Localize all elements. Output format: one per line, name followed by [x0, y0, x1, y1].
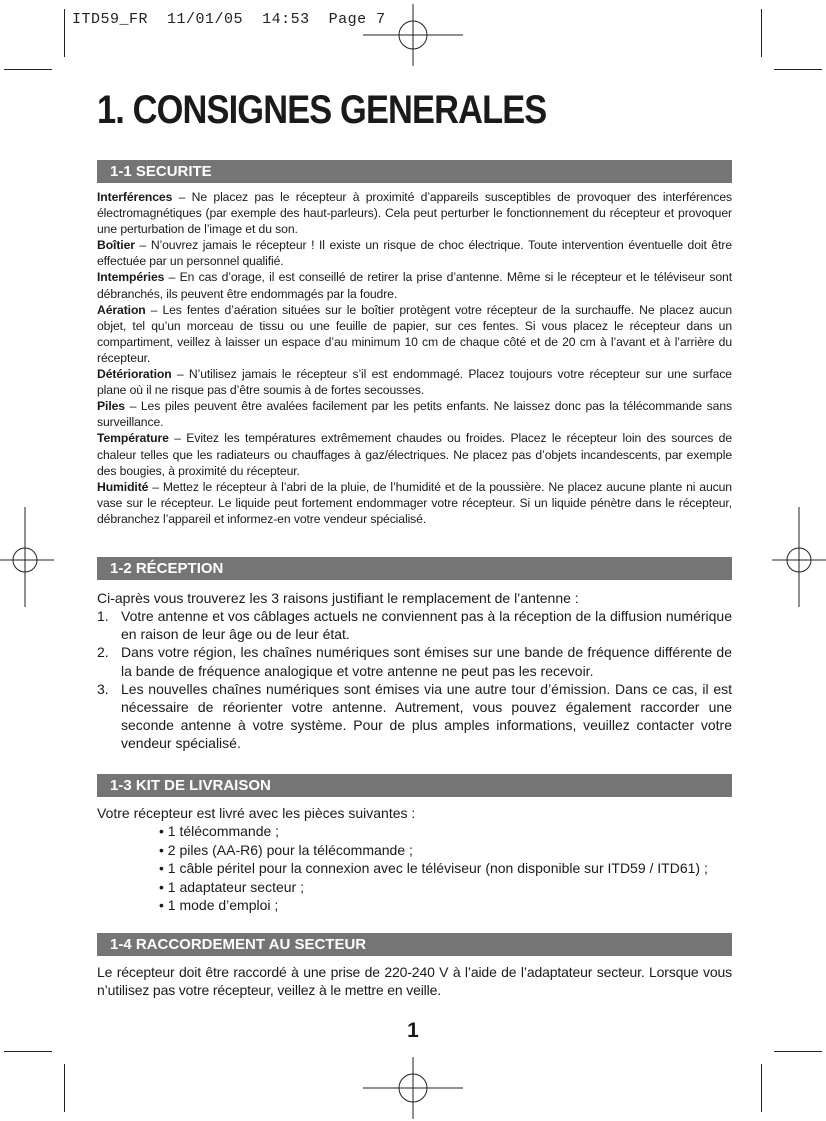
list-item: • 1 télécommande ; [159, 823, 280, 839]
reception-intro: Ci-après vous trouverez les 3 raisons justifiant le remplacement de l’antenne : [97, 590, 579, 606]
slug-doc: ITD59_FR [72, 11, 149, 28]
list-item [97, 643, 732, 679]
list-number: 1. [97, 608, 109, 624]
securite-term: Détérioration [97, 367, 172, 382]
securite-text: – Evitez les températures extrêmement chaudes ou froides. Placez le récepteur loin des sources de chaleur telles que les radiateurs ou chauffages à gaz/électriques. Ne placez pas d’objets incandescents, par exemple des bougies, à proximité du récepteur. [97, 431, 732, 478]
securite-term: Température [97, 431, 169, 446]
crop-mark-bottom-left-v [64, 1064, 65, 1112]
securite-body [97, 189, 732, 527]
securite-term: Aération [97, 302, 146, 317]
securite-text: – N’ouvrez jamais le récepteur ! Il existe un risque de choc électrique. Toute intervention éventuelle doit être effectuée par un personnel qualifié. [97, 238, 732, 269]
securite-item [97, 398, 732, 430]
list-number: 2. [97, 644, 109, 661]
list-item [97, 680, 732, 753]
list-text: Dans votre région, les chaînes numériques sont émises sur une bande de fréquence différente de la bande de fréquence analogique et votre antenne ne peut pas les recevoir. [121, 644, 732, 679]
securite-text: – Les fentes d’aération situées sur le boîtier protègent votre récepteur de la surchauffe. Ne placez aucun objet, tel qu’un morceau de tissu ou une feuille de papier, sur ces fentes. Si vous placez le récepteur dans un compartiment, veillez à laisser un espace d’au minimum 10 cm de chaque côté et de 20 cm à l’avant et à l’arrière du récepteur. [97, 302, 732, 365]
securite-item [97, 269, 732, 301]
kit-list [159, 822, 708, 915]
kit-intro: Votre récepteur est livré avec les pièces suivantes : [97, 805, 416, 821]
list-item: • 2 piles (AA-R6) pour la télécommande ; [159, 841, 413, 858]
securite-text: – Les piles peuvent être avalées facilement par les petits enfants. Ne laissez donc pas la télécommande sans surveillance. [97, 399, 732, 430]
securite-term: Intempéries [97, 270, 165, 285]
securite-text: – N’utilisez jamais le récepteur s’il est endommagé. Placez toujours votre récepteur sur une surface plane où il ne risque pas d’être soumis à de fortes secousses. [97, 367, 732, 398]
crop-mark-bottom-right-h [774, 1051, 822, 1052]
section-heading-raccordement: 1-4 RACCORDEMENT AU SECTEUR [97, 933, 732, 956]
section-heading-securite: 1-1 SECURITE [97, 160, 732, 183]
securite-item [97, 430, 732, 478]
list-item: • 1 mode d’emploi ; [159, 897, 279, 913]
registration-mark-bottom [363, 1056, 463, 1120]
crop-mark-top-left-h [4, 69, 52, 70]
registration-mark-left [0, 507, 56, 607]
slug-time: 14:53 [262, 11, 310, 28]
securite-text: – En cas d’orage, il est conseillé de retirer la prise d’antenne. Même si le récepteur et le téléviseur sont débranchés, ils peuvent être endommagés par la foudre. [97, 270, 732, 301]
reception-list [97, 607, 732, 753]
securite-term: Boîtier [97, 238, 135, 253]
registration-mark-right [770, 507, 826, 607]
crop-mark-bottom-right-v [761, 1064, 762, 1112]
print-slug [72, 11, 386, 28]
securite-text: – Mettez le récepteur à l’abri de la pluie, de l’humidité et de la poussière. Ne placez aucune plante ni aucun vase sur le récepteur. Le liquide peut fortement endommager votre récepteur. Si un liquide pénètre dans le récepteur, débranchez l’appareil et informez-en votre vendeur spécialisé. [97, 479, 732, 526]
crop-mark-top-left-v [64, 9, 65, 57]
securite-item [97, 237, 732, 269]
list-item: • 1 adaptateur secteur ; [159, 878, 304, 895]
slug-page: Page 7 [328, 11, 386, 28]
list-item: • 1 câble péritel pour la connexion avec le téléviseur (non disponible sur ITD59 / ITD61) ; [159, 860, 708, 876]
section-heading-reception: 1-2 RÉCEPTION [97, 557, 732, 580]
crop-mark-top-right-h [774, 69, 822, 70]
securite-item [97, 366, 732, 398]
page-title: 1. CONSIGNES GENERALES [97, 88, 547, 132]
page-number: 1 [407, 1019, 419, 1042]
crop-mark-bottom-left-h [4, 1051, 52, 1052]
securite-item [97, 479, 732, 527]
registration-mark-top [363, 2, 463, 68]
securite-item [97, 189, 732, 237]
crop-mark-top-right-v [761, 9, 762, 57]
securite-term: Piles [97, 399, 125, 414]
section-heading-kit: 1-3 KIT DE LIVRAISON [97, 774, 732, 797]
list-text: Votre antenne et vos câblages actuels ne conviennent pas à la réception de la diffusion numérique en raison de leur âge ou de leur état. [121, 608, 732, 643]
slug-date: 11/01/05 [167, 11, 244, 28]
securite-item [97, 302, 732, 366]
list-text: Les nouvelles chaînes numériques sont émises via une autre tour d’émission. Dans ce cas, il est nécessaire de réorienter votre antenne. Autrement, vous pouvez également raccorder une seconde antenne à votre système. Pour de plus amples informations, veuillez contacter votre vendeur spécialisé. [121, 680, 732, 752]
list-item [97, 607, 732, 643]
list-number: 3. [97, 680, 109, 697]
raccordement-text: Le récepteur doit être raccordé à une prise de 220-240 V à l’aide de l’adaptateur secteur. Lorsque vous n’utilisez pas votre récepteur, veillez à le mettre en veille. [97, 964, 732, 998]
securite-text: – Ne placez pas le récepteur à proximité d’appareils susceptibles de provoquer des interférences électromagnétiques (par exemple des haut-parleurs). Cela peut perturber le fonctionnement du récepteur et provoquer une perturbation de l’image et du son. [97, 190, 732, 237]
securite-term: Interférences [97, 190, 173, 204]
securite-term: Humidité [97, 479, 149, 494]
